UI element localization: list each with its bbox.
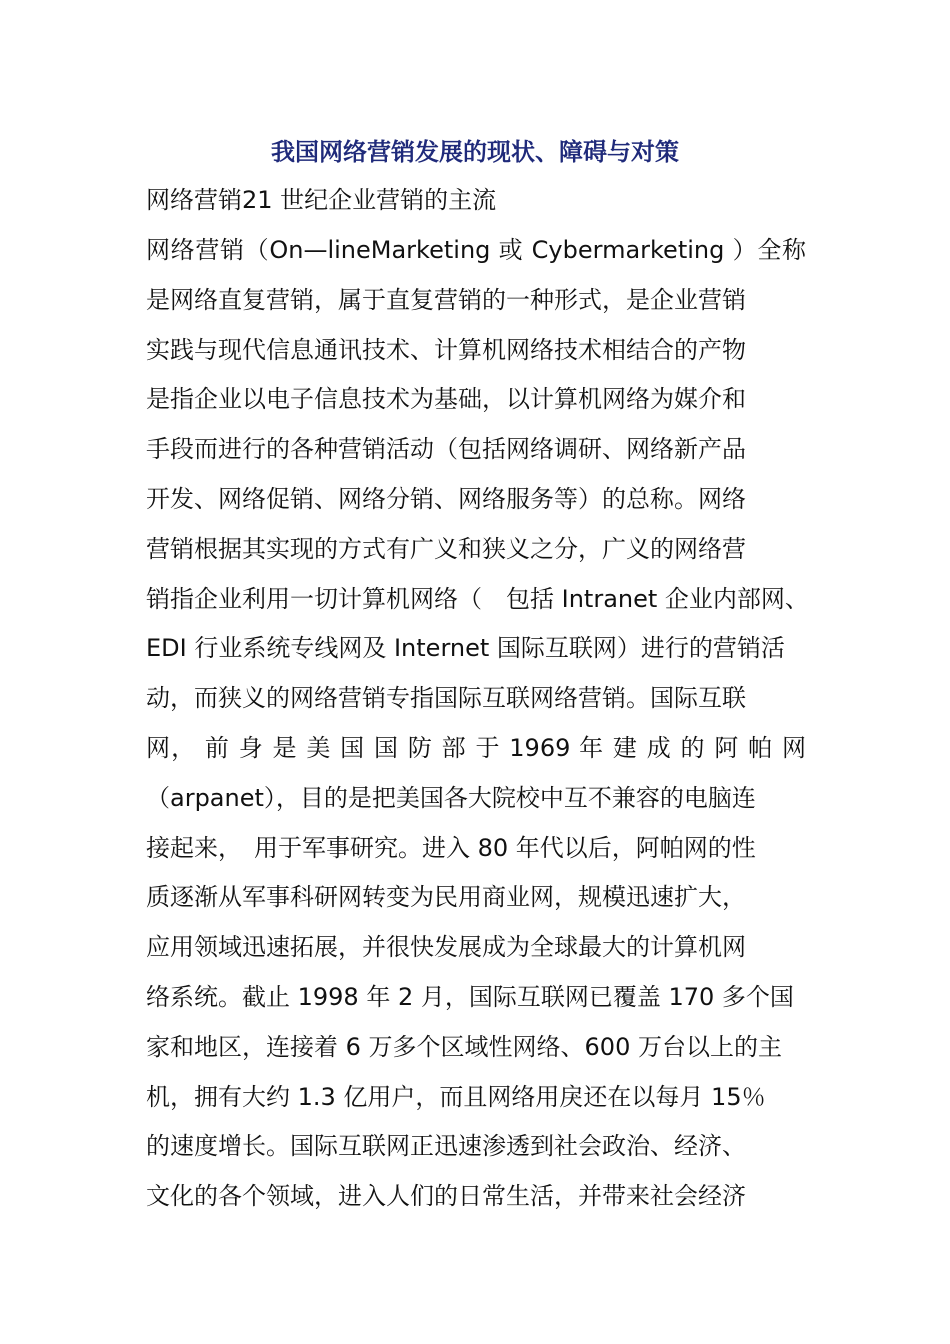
body-line: （arpanet），目的是把美国各大院校中互不兼容的电脑连 xyxy=(146,783,756,812)
body-line: 家和地区，连接着 6 万多个区域性网络、600 万台以上的主 xyxy=(146,1032,782,1061)
body-line: 网， 前 身 是 美 国 国 防 部 于 1969 年 建 成 的 阿 帕 网 xyxy=(146,733,806,762)
body-line: 的速度增长。国际互联网正迅速渗透到社会政治、经济、 xyxy=(146,1132,746,1161)
body-line: 销指企业利用一切计算机网络（ 包括 Intranet 企业内部网、 xyxy=(146,584,809,613)
body-line: 动，而狭义的网络营销专指国际互联网络营销。国际互联 xyxy=(146,684,746,713)
body-line: 营销根据其实现的方式有广义和狭义之分，广义的网络营 xyxy=(146,534,746,563)
body-text xyxy=(146,233,826,1229)
body-line: 是网络直复营销，属于直复营销的一种形式，是企业营销 xyxy=(146,285,746,314)
body-line: 开发、网络促销、网络分销、网络服务等）的总称。网络 xyxy=(146,484,746,513)
body-line: 实践与现代信息通讯技术、计算机网络技术相结合的产物 xyxy=(146,335,746,364)
body-line: 接起来， 用于军事研究。进入 80 年代以后，阿帕网的性 xyxy=(146,833,756,862)
body-line: 网络营销（On—lineMarketing 或 Cybermarketing ）全称 xyxy=(146,236,806,264)
body-line: 文化的各个领域，进入人们的日常生活，并带来社会经济 xyxy=(146,1182,746,1211)
document-subtitle: 网络营销21 世纪企业营销的主流 xyxy=(146,186,497,214)
document-title: 我国网络营销发展的现状、障碍与对策 xyxy=(271,137,679,166)
body-line: 质逐渐从军事科研网转变为民用商业网，规模迅速扩大， xyxy=(146,883,746,912)
body-line: 应用领域迅速拓展，并很快发展成为全球最大的计算机网 xyxy=(146,933,746,962)
body-line: 机，拥有大约 1.3 亿用户，而且网络用戾还在以每月 15％ xyxy=(146,1082,766,1111)
body-line: 是指企业以电子信息技术为基础，以计算机网络为媒介和 xyxy=(146,385,746,414)
body-line: 手段而进行的各种营销活动（包括网络调研、网络新产品 xyxy=(146,435,746,464)
body-line: 络系统。截止 1998 年 2 月，国际互联网已覆盖 170 多个国 xyxy=(146,982,794,1011)
body-line: EDI 行业系统专线网及 Internet 国际互联网）进行的营销活 xyxy=(146,634,785,663)
